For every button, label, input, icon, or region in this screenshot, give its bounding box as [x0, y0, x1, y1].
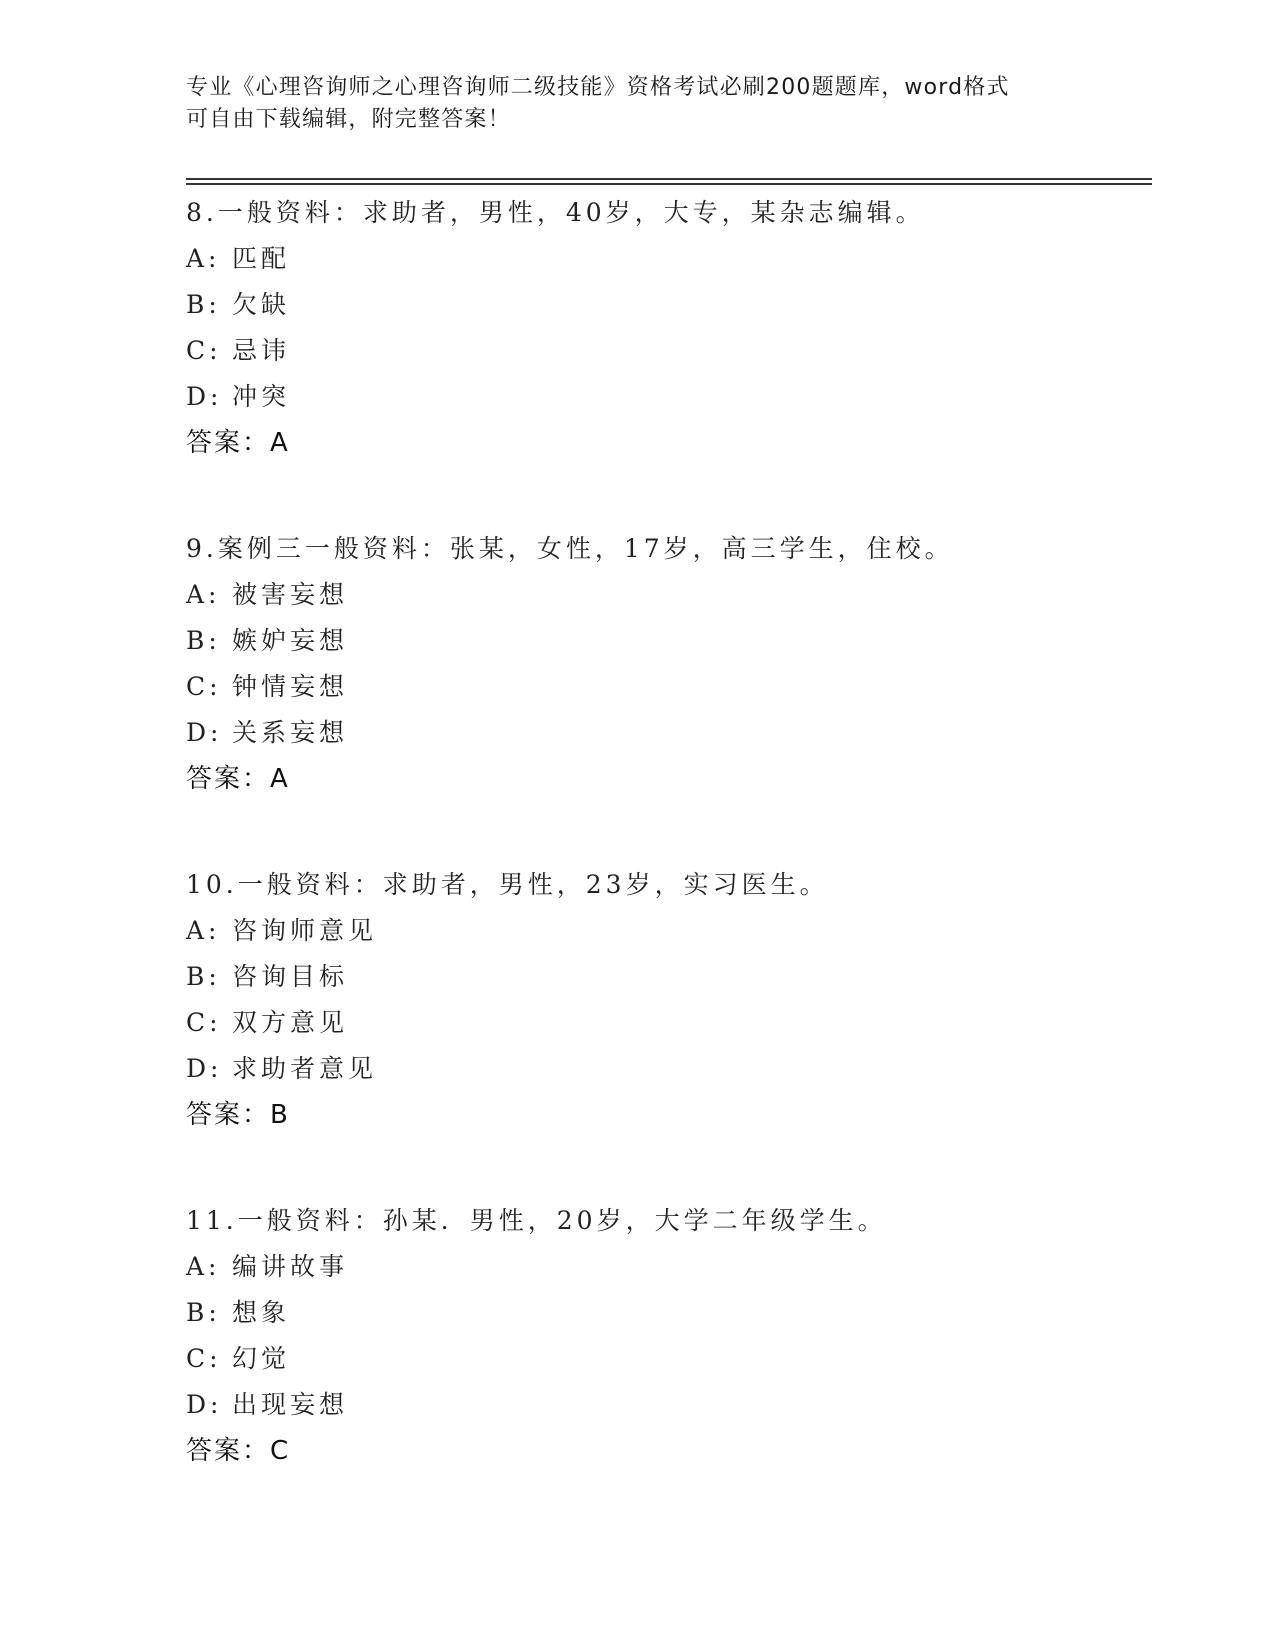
option-b	[186, 954, 1146, 1000]
option-letter: B:	[186, 290, 221, 319]
question-list	[186, 190, 1146, 1534]
option-text: 双方意见	[232, 1008, 349, 1037]
option-text: 出现妄想	[232, 1390, 349, 1419]
option-b	[186, 618, 1146, 664]
answer-line: 答案：A	[186, 428, 290, 458]
option-a	[186, 908, 1146, 954]
option-text: 被害妄想	[232, 580, 349, 609]
option-letter: D:	[186, 382, 223, 411]
option-letter: D:	[186, 1054, 223, 1083]
option-letter: C:	[186, 1344, 222, 1373]
option-letter: A:	[186, 1252, 221, 1281]
option-text: 匹配	[232, 244, 291, 273]
option-c	[186, 1000, 1146, 1046]
question-stem: 11.一般资料：孙某．男性，20岁，大学二年级学生。	[186, 1206, 887, 1235]
option-c	[186, 1336, 1146, 1382]
option-text: 咨询师意见	[232, 916, 378, 945]
option-text: 忌讳	[232, 336, 291, 365]
option-text: 钟情妄想	[232, 672, 349, 701]
option-a	[186, 236, 1146, 282]
option-c	[186, 328, 1146, 374]
option-text: 咨询目标	[232, 962, 349, 991]
option-letter: A:	[186, 244, 221, 273]
option-letter: B:	[186, 1298, 221, 1327]
option-a	[186, 1244, 1146, 1290]
option-text: 关系妄想	[232, 718, 349, 747]
option-letter: D:	[186, 1390, 223, 1419]
header-line-1: 专业《心理咨询师之心理咨询师二级技能》资格考试必刷200题题库，word格式	[186, 75, 1010, 100]
option-letter: C:	[186, 672, 222, 701]
option-letter: B:	[186, 962, 221, 991]
option-letter: B:	[186, 626, 221, 655]
option-d	[186, 1382, 1146, 1428]
question-9	[186, 526, 1146, 802]
header-divider-top	[186, 178, 1152, 180]
option-text: 幻觉	[232, 1344, 291, 1373]
option-letter: C:	[186, 336, 222, 365]
question-11	[186, 1198, 1146, 1474]
option-text: 冲突	[232, 382, 291, 411]
header-line-2: 可自由下载编辑，附完整答案！	[186, 107, 511, 132]
document-header	[186, 72, 1066, 136]
option-text: 嫉妒妄想	[232, 626, 349, 655]
option-a	[186, 572, 1146, 618]
option-letter: A:	[186, 916, 221, 945]
question-stem: 10.一般资料：求助者，男性，23岁，实习医生。	[186, 870, 829, 899]
option-text: 求助者意见	[232, 1054, 378, 1083]
option-letter: A:	[186, 580, 221, 609]
option-text: 欠缺	[232, 290, 291, 319]
option-letter: D:	[186, 718, 223, 747]
option-c	[186, 664, 1146, 710]
question-stem: 9.案例三一般资料：张某，女性，17岁，高三学生，住校。	[186, 534, 954, 563]
answer-line: 答案：C	[186, 1436, 291, 1466]
option-d	[186, 710, 1146, 756]
option-text: 想象	[232, 1298, 291, 1327]
question-stem: 8.一般资料：求助者，男性，40岁，大专，某杂志编辑。	[186, 198, 925, 227]
option-b	[186, 282, 1146, 328]
answer-line: 答案：A	[186, 764, 290, 794]
header-divider-bottom	[186, 183, 1152, 185]
option-d	[186, 1046, 1146, 1092]
answer-line: 答案：B	[186, 1100, 290, 1130]
question-8	[186, 190, 1146, 466]
option-d	[186, 374, 1146, 420]
option-text: 编讲故事	[232, 1252, 349, 1281]
option-letter: C:	[186, 1008, 222, 1037]
question-10	[186, 862, 1146, 1138]
option-b	[186, 1290, 1146, 1336]
